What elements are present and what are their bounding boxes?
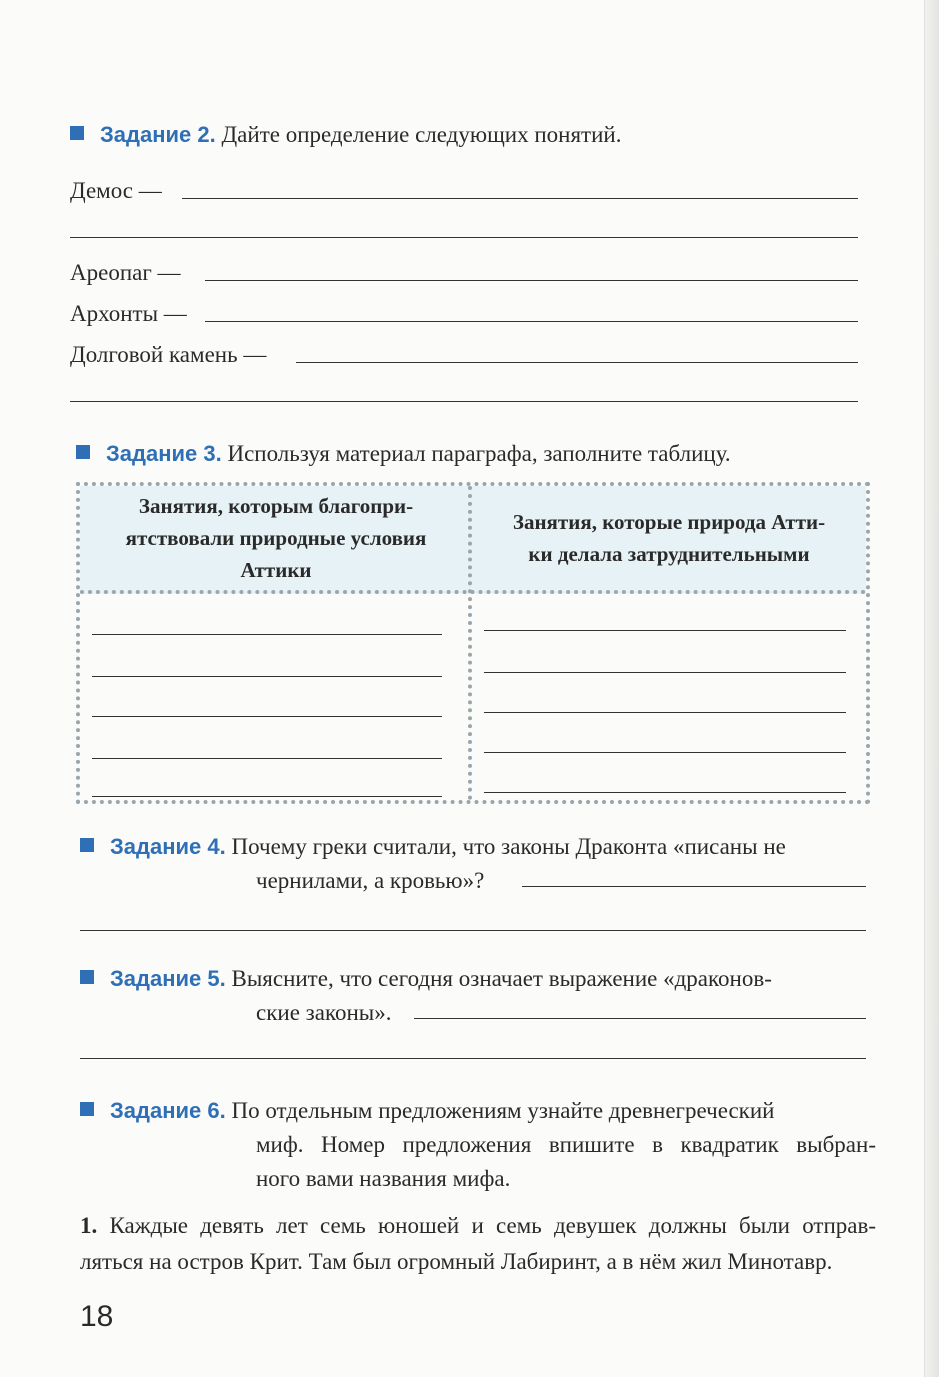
table-answer-line[interactable] <box>92 758 442 759</box>
answer-line-task4[interactable] <box>522 886 866 887</box>
table-answer-line[interactable] <box>484 752 846 753</box>
table-answer-line[interactable] <box>484 630 846 631</box>
page-number: 18 <box>80 1300 114 1333</box>
table-answer-line[interactable] <box>484 792 846 793</box>
table-column-divider <box>468 486 472 800</box>
task6-text-line1: По отдельным предложениям узнайте древнегреческий <box>231 1098 775 1123</box>
task2-text: Дайте определение следующих понятий. <box>221 122 622 147</box>
sentence1-line2: ляться на остров Крит. Там был огромный Лабиринт, а в нём жил Минотавр. <box>80 1249 833 1274</box>
task6-heading <box>80 1094 880 1128</box>
attica-table <box>76 482 870 804</box>
square-bullet-icon <box>80 1102 94 1116</box>
task4-text-line2: чернилами, а кровью»? <box>256 868 485 893</box>
task3-label: Задание 3. <box>106 441 222 466</box>
table-answer-line[interactable] <box>484 672 846 673</box>
term-archonts: Архонты — <box>70 301 187 326</box>
page-edge <box>924 0 939 1377</box>
sentence1-line1 <box>80 1207 876 1245</box>
answer-line-demos-2[interactable] <box>70 237 858 238</box>
table-header-difficult <box>476 506 862 570</box>
header-line: Аттики <box>240 558 312 582</box>
task6-text-line2: миф. Номер предложения впишите в квадратик выбран- <box>256 1132 876 1157</box>
task2-label: Задание 2. <box>100 122 216 147</box>
task3-text: Используя материал параграфа, заполните таблицу. <box>227 441 731 466</box>
answer-line-debt-stone[interactable] <box>296 362 858 363</box>
task4-label: Задание 4. <box>110 834 226 859</box>
answer-line-debt-stone-2[interactable] <box>70 401 858 402</box>
header-line: ятствовали природные условия <box>125 526 427 550</box>
table-answer-line[interactable] <box>92 796 442 797</box>
task5-label: Задание 5. <box>110 966 226 991</box>
task5-heading <box>80 962 876 996</box>
task6-label: Задание 6. <box>110 1098 226 1123</box>
answer-line-task5-2[interactable] <box>80 1058 866 1059</box>
square-bullet-icon <box>70 126 84 140</box>
answer-line-demos[interactable] <box>182 198 858 199</box>
answer-line-task5[interactable] <box>414 1018 866 1019</box>
square-bullet-icon <box>80 838 94 852</box>
table-answer-line[interactable] <box>92 634 442 635</box>
table-answer-line[interactable] <box>484 712 846 713</box>
sentence-number: 1. <box>80 1213 98 1238</box>
table-header-favorable <box>90 490 462 586</box>
term-areopag: Ареопаг — <box>70 260 181 285</box>
header-line: ки делала затруднительными <box>528 542 810 566</box>
task5-text-line1: Выясните, что сегодня означает выражение «драконов- <box>231 966 772 991</box>
sentence1-text-line1: Каждые девять лет семь юношей и семь девушек должны были отправ- <box>109 1213 876 1238</box>
square-bullet-icon <box>80 970 94 984</box>
header-line: Занятия, которым благопри- <box>138 494 414 518</box>
term-demos: Демос — <box>70 178 162 203</box>
task3-heading <box>76 437 731 471</box>
term-debt-stone: Долговой камень — <box>70 342 267 367</box>
header-line: Занятия, которые природа Атти- <box>512 510 826 534</box>
answer-line-task4-2[interactable] <box>80 930 866 931</box>
task6-text-line3: ного вами названия мифа. <box>256 1166 511 1191</box>
table-answer-line[interactable] <box>92 716 442 717</box>
answer-line-archonts[interactable] <box>205 321 858 322</box>
task5-text-line2: ские законы». <box>256 1000 392 1025</box>
task4-heading <box>80 830 876 864</box>
square-bullet-icon <box>76 445 90 459</box>
answer-line-areopag[interactable] <box>205 280 858 281</box>
task2-heading <box>70 118 621 152</box>
task4-text-line1: Почему греки считали, что законы Драконта «писаны не <box>231 834 786 859</box>
table-answer-line[interactable] <box>92 676 442 677</box>
